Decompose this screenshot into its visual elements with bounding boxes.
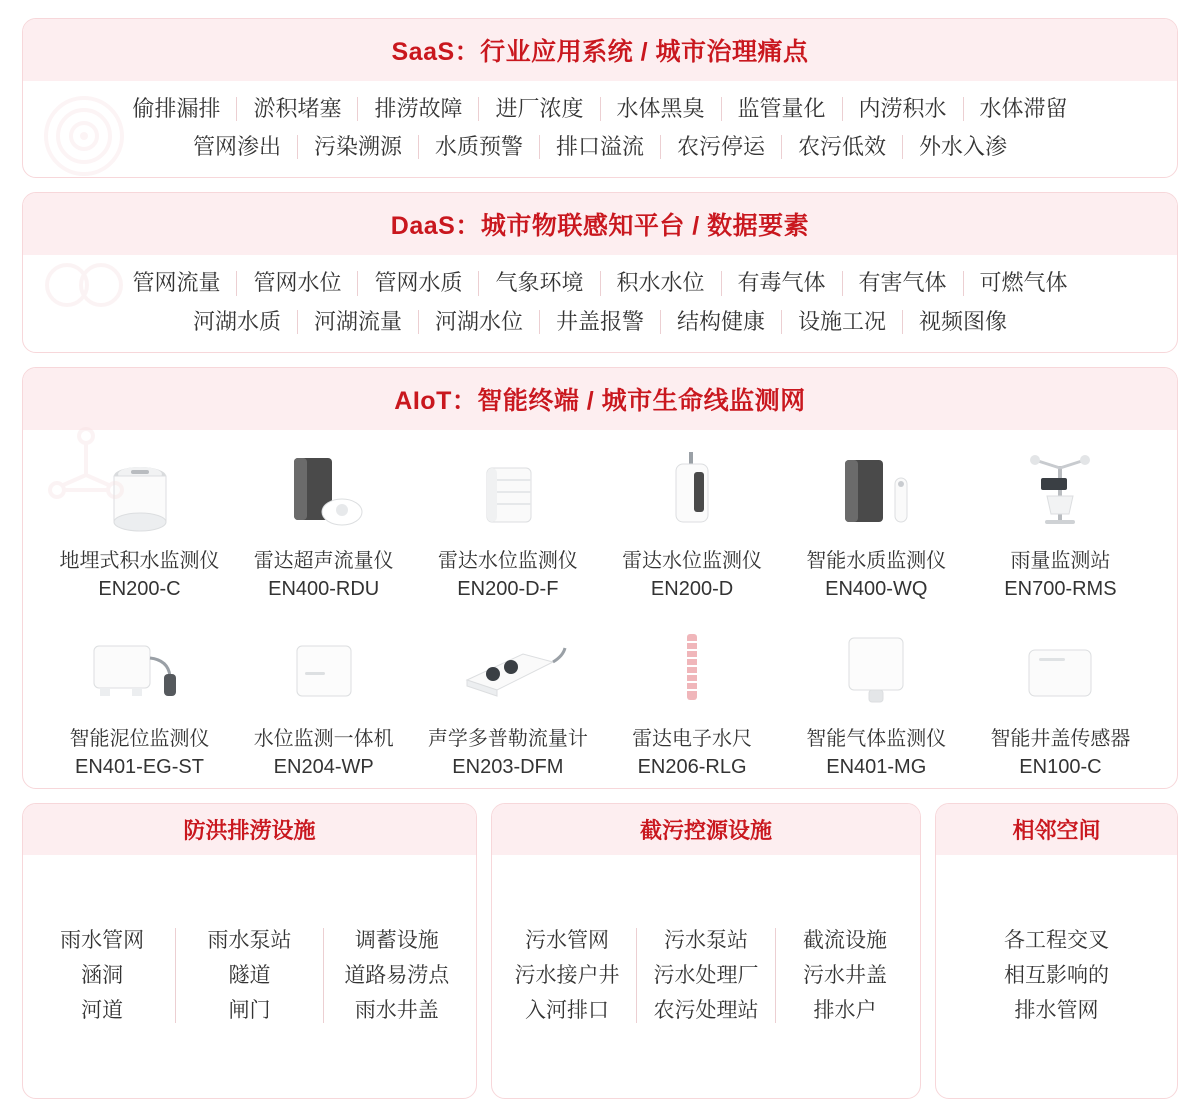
facility-item: 道路易涝点 xyxy=(344,963,450,987)
saas-tag: 偷排漏排 xyxy=(132,96,221,121)
facility-item: 涵洞 xyxy=(81,963,124,987)
saas-tag: 外水入渗 xyxy=(902,135,1023,159)
daas-panel xyxy=(22,192,1178,352)
daas-tag: 河湖水位 xyxy=(418,310,539,334)
aiot-panel xyxy=(22,367,1178,789)
device-card[interactable] xyxy=(610,624,775,782)
facility-item: 雨水井盖 xyxy=(354,998,439,1022)
device-card[interactable] xyxy=(794,446,959,604)
device-model: EN700-RMS xyxy=(1004,577,1117,600)
facility-item: 隧道 xyxy=(228,963,271,987)
facility-item: 河道 xyxy=(81,998,124,1022)
device-model: EN100-C xyxy=(1019,755,1102,778)
facility-column xyxy=(323,928,470,1024)
saas-title-main: 行业应用系统 / 城市治理痛点 xyxy=(480,38,809,66)
saas-panel xyxy=(22,18,1178,178)
saas-tag-row xyxy=(33,135,1167,159)
daas-tag: 气象环境 xyxy=(478,271,599,295)
daas-tag: 结构健康 xyxy=(660,310,781,334)
daas-tag: 河湖流量 xyxy=(297,310,418,334)
facility-item: 闸门 xyxy=(228,998,271,1022)
daas-tag: 视频图像 xyxy=(902,310,1023,334)
device-name: 智能水质监测仪 xyxy=(806,549,947,572)
device-model: EN401-MG xyxy=(826,755,927,778)
device-model: EN200-C xyxy=(98,577,181,600)
water-quality-sensor-icon xyxy=(829,446,923,538)
saas-tag: 排涝故障 xyxy=(357,97,478,121)
facility-item: 排水户 xyxy=(813,998,877,1022)
daas-tag: 管网水位 xyxy=(236,271,357,295)
facility-item: 雨水管网 xyxy=(60,928,145,952)
device-name: 雷达水位监测仪 xyxy=(437,549,578,572)
facility-item: 相互影响的 xyxy=(1004,963,1109,987)
facility-column xyxy=(498,928,636,1024)
daas-title xyxy=(23,193,1177,255)
daas-tag: 有害气体 xyxy=(842,271,963,295)
saas-tag-row xyxy=(33,97,1167,121)
daas-title-main: 城市物联感知平台 / 数据要素 xyxy=(480,212,810,241)
device-name: 声学多普勒流量计 xyxy=(427,727,588,750)
saas-tag: 水体黑臭 xyxy=(600,97,721,121)
facility-item: 污水管网 xyxy=(525,928,609,952)
daas-tag: 可燃气体 xyxy=(963,271,1084,295)
pollution-control-title: 截污控源设施 xyxy=(492,804,920,855)
flood-control-body xyxy=(23,855,476,1098)
daas-tag: 有毒气体 xyxy=(721,271,842,295)
device-card[interactable] xyxy=(57,624,222,782)
facility-column xyxy=(29,928,175,1024)
device-card[interactable] xyxy=(978,624,1143,782)
saas-tag: 内涝积水 xyxy=(842,97,963,121)
facility-column xyxy=(775,928,914,1024)
facility-column xyxy=(636,928,775,1024)
facility-column xyxy=(175,928,322,1024)
saas-tag: 监管量化 xyxy=(721,97,842,121)
device-model: EN206-RLG xyxy=(637,755,747,778)
device-model: EN204-WP xyxy=(273,755,374,778)
device-name: 水位监测一体机 xyxy=(253,727,394,750)
aiot-title-prefix: AIoT： xyxy=(394,386,478,415)
facility-item: 农污处理站 xyxy=(653,998,759,1022)
facility-item: 污水接户井 xyxy=(514,963,620,987)
integrated-level-monitor-icon xyxy=(285,624,363,716)
device-card[interactable] xyxy=(978,446,1143,604)
adjacent-space-panel xyxy=(935,803,1178,1099)
saas-tag: 水质预警 xyxy=(418,135,539,159)
adjacent-space-body xyxy=(936,855,1177,1098)
saas-tag-rows xyxy=(23,81,1177,177)
device-name: 智能井盖传感器 xyxy=(990,727,1131,750)
aiot-device-row-1 xyxy=(31,440,1169,604)
device-model: EN200-D-F xyxy=(457,577,559,600)
saas-tag: 排口溢流 xyxy=(539,135,660,159)
facility-panels xyxy=(22,803,1178,1099)
device-model: EN400-WQ xyxy=(825,577,928,600)
pollution-control-body xyxy=(492,855,920,1098)
gas-sensor-icon xyxy=(835,624,917,716)
aiot-title-main: 智能终端 / 城市生命线监测网 xyxy=(477,386,806,415)
pollution-control-panel xyxy=(491,803,921,1099)
daas-tag: 河湖水质 xyxy=(192,308,281,334)
daas-tag-rows xyxy=(23,255,1177,351)
daas-tag-row xyxy=(33,271,1167,295)
rain-gauge-station-icon xyxy=(1017,446,1103,538)
daas-tag: 管网流量 xyxy=(132,270,221,296)
radar-level-sensor-icon xyxy=(660,446,724,538)
aiot-device-row-2 xyxy=(31,618,1169,782)
device-card[interactable] xyxy=(241,446,406,604)
device-card[interactable] xyxy=(57,446,222,604)
daas-tag-row xyxy=(33,310,1167,334)
daas-tag: 井盖报警 xyxy=(539,310,660,334)
device-card[interactable] xyxy=(241,624,406,782)
facility-item: 截流设施 xyxy=(803,928,887,952)
buried-waterlogging-sensor-icon xyxy=(101,446,179,538)
daas-tag: 管网水质 xyxy=(357,271,478,295)
facility-column xyxy=(942,928,1171,1024)
device-card[interactable] xyxy=(425,446,590,604)
device-card[interactable] xyxy=(794,624,959,782)
saas-tag: 水体滞留 xyxy=(963,97,1084,121)
device-name: 雷达电子水尺 xyxy=(632,727,753,750)
flood-control-panel xyxy=(22,803,477,1099)
device-model: EN203-DFM xyxy=(452,755,564,778)
device-name: 地埋式积水监测仪 xyxy=(59,549,220,572)
device-name: 雷达超声流量仪 xyxy=(253,549,394,572)
saas-title-prefix: SaaS： xyxy=(391,38,481,66)
facility-item: 污水泵站 xyxy=(664,928,748,952)
device-card[interactable] xyxy=(425,624,590,782)
facility-item: 各工程交叉 xyxy=(1004,928,1109,952)
facility-item: 雨水泵站 xyxy=(207,928,292,952)
device-name: 智能泥位监测仪 xyxy=(69,727,210,750)
facility-item: 污水处理厂 xyxy=(653,963,759,987)
device-model: EN400-RDU xyxy=(268,577,380,600)
manhole-cover-sensor-icon xyxy=(1017,624,1103,716)
sludge-level-sensor-icon xyxy=(86,624,194,716)
facility-item: 污水井盖 xyxy=(803,963,887,987)
facility-item: 入河排口 xyxy=(525,998,609,1022)
radar-ultrasonic-flowmeter-icon xyxy=(276,446,372,538)
device-model: EN200-D xyxy=(650,577,734,600)
saas-tag: 污染溯源 xyxy=(297,135,418,159)
flood-control-title: 防洪排涝设施 xyxy=(23,804,476,855)
daas-tag: 设施工况 xyxy=(781,310,902,334)
device-card[interactable] xyxy=(610,446,775,604)
facility-item: 排水管网 xyxy=(1014,998,1099,1022)
acoustic-doppler-flowmeter-icon xyxy=(449,624,567,716)
facility-item: 调蓄设施 xyxy=(354,928,439,952)
saas-tag: 农污低效 xyxy=(781,135,902,159)
device-name: 雷达水位监测仪 xyxy=(622,549,763,572)
aiot-title xyxy=(23,368,1177,430)
device-model: EN401-EG-ST xyxy=(75,755,204,778)
daas-tag: 积水水位 xyxy=(600,271,721,295)
saas-tag: 农污停运 xyxy=(660,135,781,159)
aiot-device-grid xyxy=(23,430,1177,788)
daas-title-prefix: DaaS： xyxy=(390,212,481,241)
adjacent-space-title: 相邻空间 xyxy=(936,804,1177,855)
saas-tag: 进厂浓度 xyxy=(478,97,599,121)
device-name: 智能气体监测仪 xyxy=(806,727,947,750)
saas-title xyxy=(23,19,1177,81)
radar-electronic-gauge-icon xyxy=(672,624,712,716)
device-name: 雨量监测站 xyxy=(1010,549,1111,572)
saas-tag: 管网渗出 xyxy=(192,134,281,160)
radar-level-sensor-f-icon xyxy=(471,446,545,538)
saas-tag: 淤积堵塞 xyxy=(236,97,357,121)
